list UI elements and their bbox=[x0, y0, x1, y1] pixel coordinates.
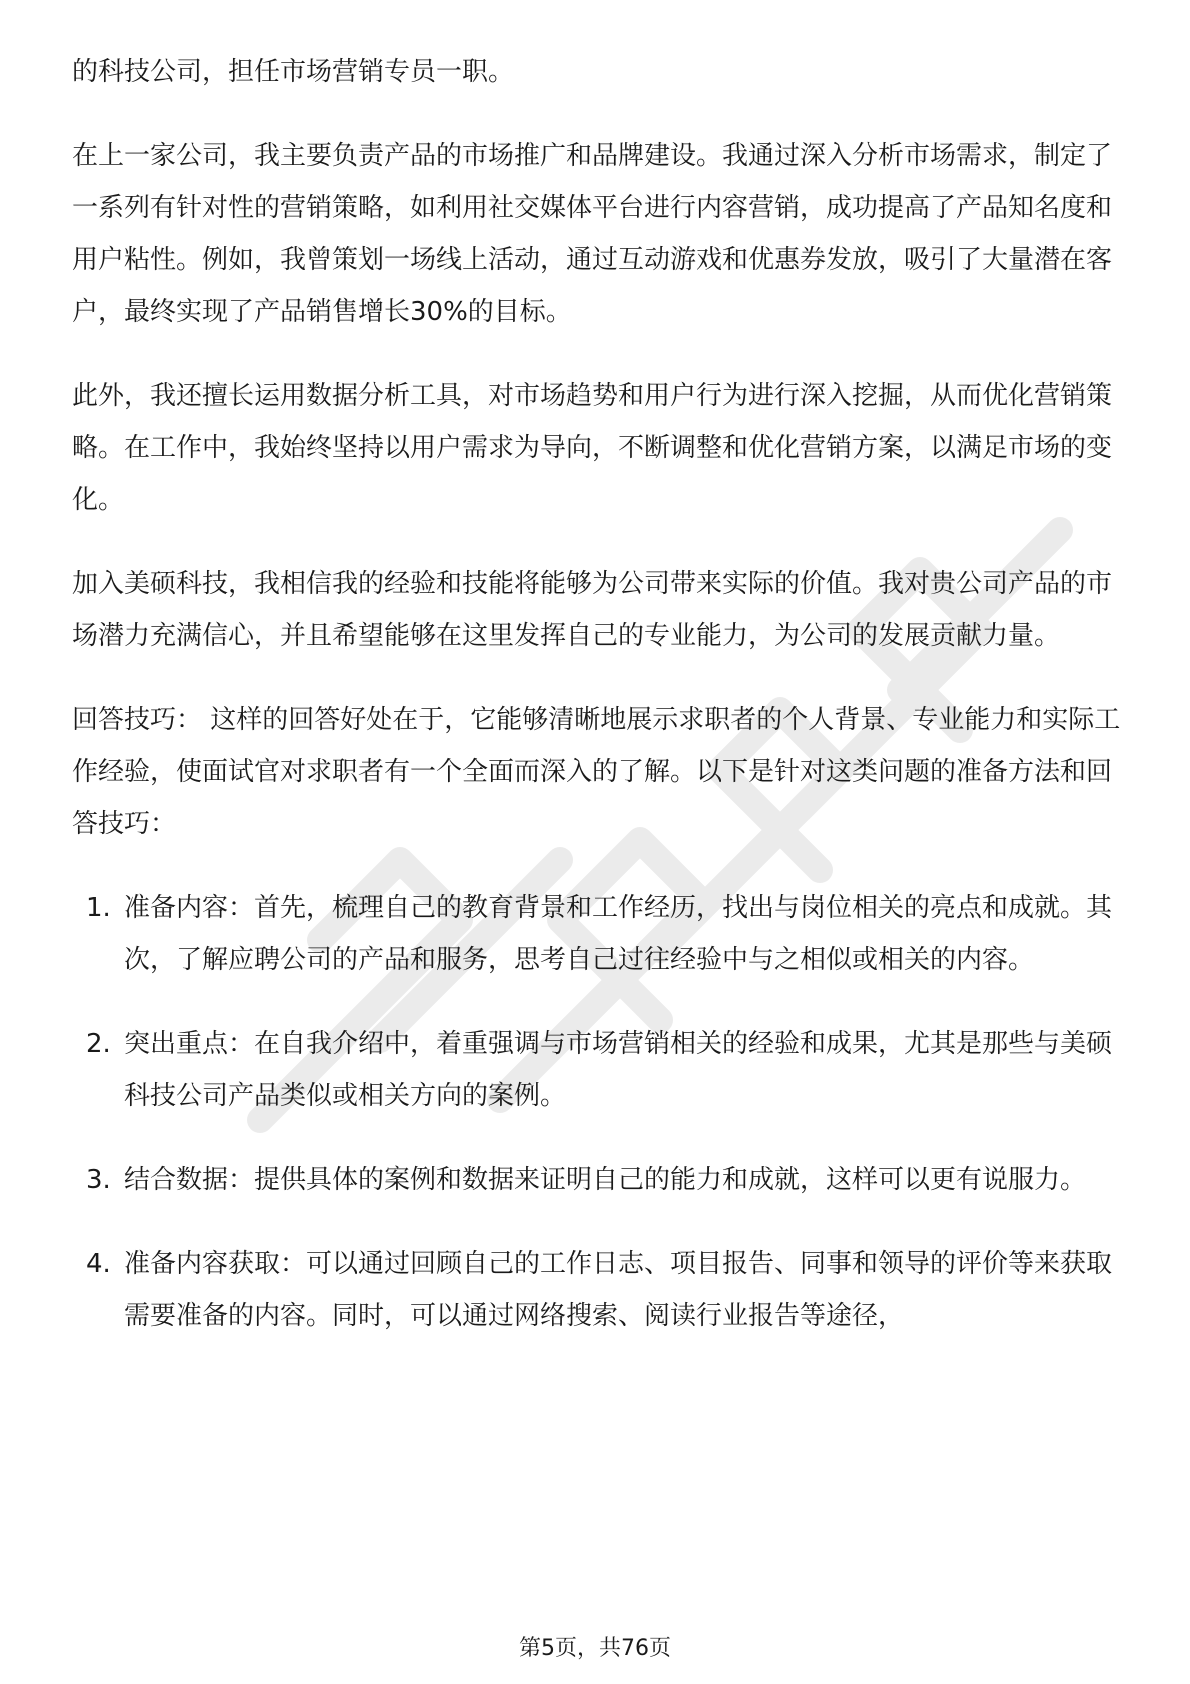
paragraph-intro-tail: 的科技公司，担任市场营销专员一职。 bbox=[72, 57, 515, 87]
list-item bbox=[72, 1238, 1132, 1342]
list-item-text: 突出重点：在自我介绍中，着重强调与市场营销相关的经验和成果，尤其是那些与美硕科技公司产品类似或相关方向的案例。 bbox=[124, 1029, 1113, 1111]
list-item bbox=[72, 1154, 1132, 1206]
paragraph-data-skills: 此外，我还擅长运用数据分析工具，对市场趋势和用户行为进行深入挖掘，从而优化营销策略。在工作中，我始终坚持以用户需求为导向，不断调整和优化营销方案，以满足市场的变化。 bbox=[72, 381, 1113, 515]
paragraph-join-company: 加入美硕科技，我相信我的经验和技能将能够为公司带来实际的价值。我对贵公司产品的市场潜力充满信心，并且希望能够在这里发挥自己的专业能力，为公司的发展贡献力量。 bbox=[72, 569, 1113, 651]
paragraph-answer-tips: 回答技巧： 这样的回答好处在于，它能够清晰地展示求职者的个人背景、专业能力和实际工作经验，使面试官对求职者有一个全面而深入的了解。以下是针对这类问题的准备方法和回答技巧： bbox=[72, 705, 1121, 839]
paragraph-previous-job: 在上一家公司，我主要负责产品的市场推广和品牌建设。我通过深入分析市场需求，制定了一系列有针对性的营销策略，如利用社交媒体平台进行内容营销，成功提高了产品知名度和用户粘性。例如，我曾策划一场线上活动，通过互动游戏和优惠券发放，吸引了大量潜在客户，最终实现了产品销售增长30%的目标。 bbox=[72, 141, 1113, 327]
tips-list bbox=[72, 882, 1132, 1342]
document-body bbox=[72, 46, 1132, 1374]
page-number-footer: 第5页，共76页 bbox=[519, 1636, 671, 1661]
list-item-text: 准备内容：首先，梳理自己的教育背景和工作经历，找出与岗位相关的亮点和成就。其次，了解应聘公司的产品和服务，思考自己过往经验中与之相似或相关的内容。 bbox=[124, 893, 1113, 975]
list-item-text: 结合数据：提供具体的案例和数据来证明自己的能力和成就，这样可以更有说服力。 bbox=[124, 1165, 1087, 1195]
list-item-number: 4. bbox=[86, 1249, 111, 1279]
list-item-number: 2. bbox=[86, 1029, 111, 1059]
list-item-number: 3. bbox=[86, 1165, 111, 1195]
list-item-text: 准备内容获取：可以通过回顾自己的工作日志、项目报告、同事和领导的评价等来获取需要准备的内容。同时，可以通过网络搜索、阅读行业报告等途径， bbox=[124, 1249, 1113, 1331]
list-item-number: 1. bbox=[86, 893, 111, 923]
list-item bbox=[72, 1018, 1132, 1122]
list-item bbox=[72, 882, 1132, 986]
